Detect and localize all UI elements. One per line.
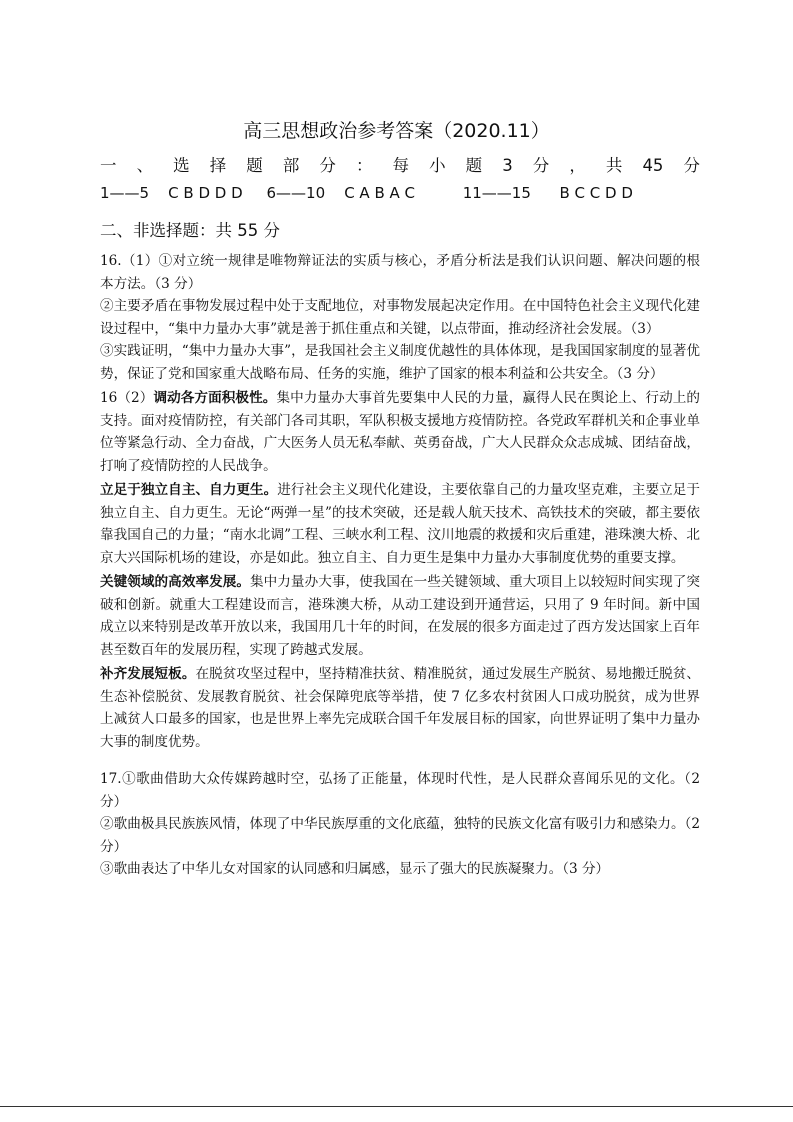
q16-part1-point2: ②主要矛盾在事物发展过程中处于支配地位，对事物发展起决定作用。在中国特色社会主义现代化建设过程中，“集中力量办大事”就是善于抓住重点和关键，以点带面，推动经济社会发展。（3） [100, 298, 700, 337]
section-choice-heading [100, 154, 700, 178]
answer-body [100, 250, 700, 881]
q17-point2: ②歌曲极具民族族风情，体现了中华民族厚重的文化底蕴，独特的民族文化富有吸引力和感染力。（2 分） [100, 816, 700, 855]
q16-part2-point2: 立足于独立自主、自力更生。进行社会主义现代化建设，主要依靠自己的力量攻坚克难，主要立足于独立自主、自力更生。无论“两弹一星”的技术突破，还是载人航天技术、高铁技术的突破，都主要依靠我国自己的力量；“南水北调”工程、三峡水利工程、汶川地震的救援和灾后重建，港珠澳大桥、北京大兴国际机场的建设，亦是如此。独立自主、自力更生是集中力量办大事制度优势的重要支撑。 [100, 482, 701, 566]
q16-part2-point1: 16（2）调动各方面积极性。集中力量办大事首先要集中人民的力量，赢得人民在舆论上、行动上的支持。面对疫情防控，有关部门各司其职，军队积极支援地方疫情防控。各党政军群机关和企事业单位等紧急行动、全力奋战，广大医务人员无私奉献、英勇奋战，广大人民群众众志成城、团结奋战，打响了疫情防控的人民战争。 [100, 390, 701, 474]
choice-heading-line: 一 、 选 择 题 部 分 ： 每 小 题 3 分 ， 共 45 分 [100, 156, 700, 175]
q16-part1-point3: ③实践证明，“集中力量办大事”，是我国社会主义制度优越性的具体体现，是我国国家制度的显著优势，保证了党和国家重大战略布局、任务的实施，维护了国家的根本利益和公共安全。（3 分） [100, 343, 700, 382]
q16-part2-point3: 关键领域的高效率发展。集中力量办大事，使我国在一些关键领域、重大项目上以较短时间实现了突破和创新。就重大工程建设而言，港珠澳大桥，从动工建设到开通营运，只用了 9 年时间。新中国成立以来特别是改革开放以来，我国用几十年的时间，在发展的很多方面走过了西方发达国家上百年甚至数百年的发展历程，实现了跨越式发展。 [100, 574, 701, 658]
page-title: 高三思想政治参考答案（2020.11） [243, 120, 550, 142]
q16-part1-point1: 16.（1）①对立统一规律是唯物辩证法的实质与核心，矛盾分析法是我们认识问题、解决问题的根本方法。（3 分） [100, 253, 700, 292]
q17-point3: ③歌曲表达了中华儿女对国家的认同感和归属感，显示了强大的民族凝聚力。（3 分） [100, 861, 610, 877]
footer-rule [0, 1106, 793, 1107]
q17-point1: 17.①歌曲借助大众传媒跨越时空，弘扬了正能量，体现时代性，是人民群众喜闻乐见的文化。（2 分） [100, 771, 700, 810]
choice-answer-keys: 1——5 C B D D D 6——10 C A B A C 11——15 B C C D D [100, 184, 633, 202]
section-nonchoice-heading: 二、非选择题：共 55 分 [100, 221, 280, 240]
q16-part2-point4: 补齐发展短板。在脱贫攻坚过程中，坚持精准扶贫、精准脱贫，通过发展生产脱贫、易地搬迁脱贫、生态补偿脱贫、发展教育脱贫、社会保障兜底等举措，使 7 亿多农村贫困人口成功脱贫，成为世界上减贫人口最多的国家，也是世界上率先完成联合国千年发展目标的国家，向世界证明了集中力量办大事的制度优势。 [100, 666, 701, 750]
